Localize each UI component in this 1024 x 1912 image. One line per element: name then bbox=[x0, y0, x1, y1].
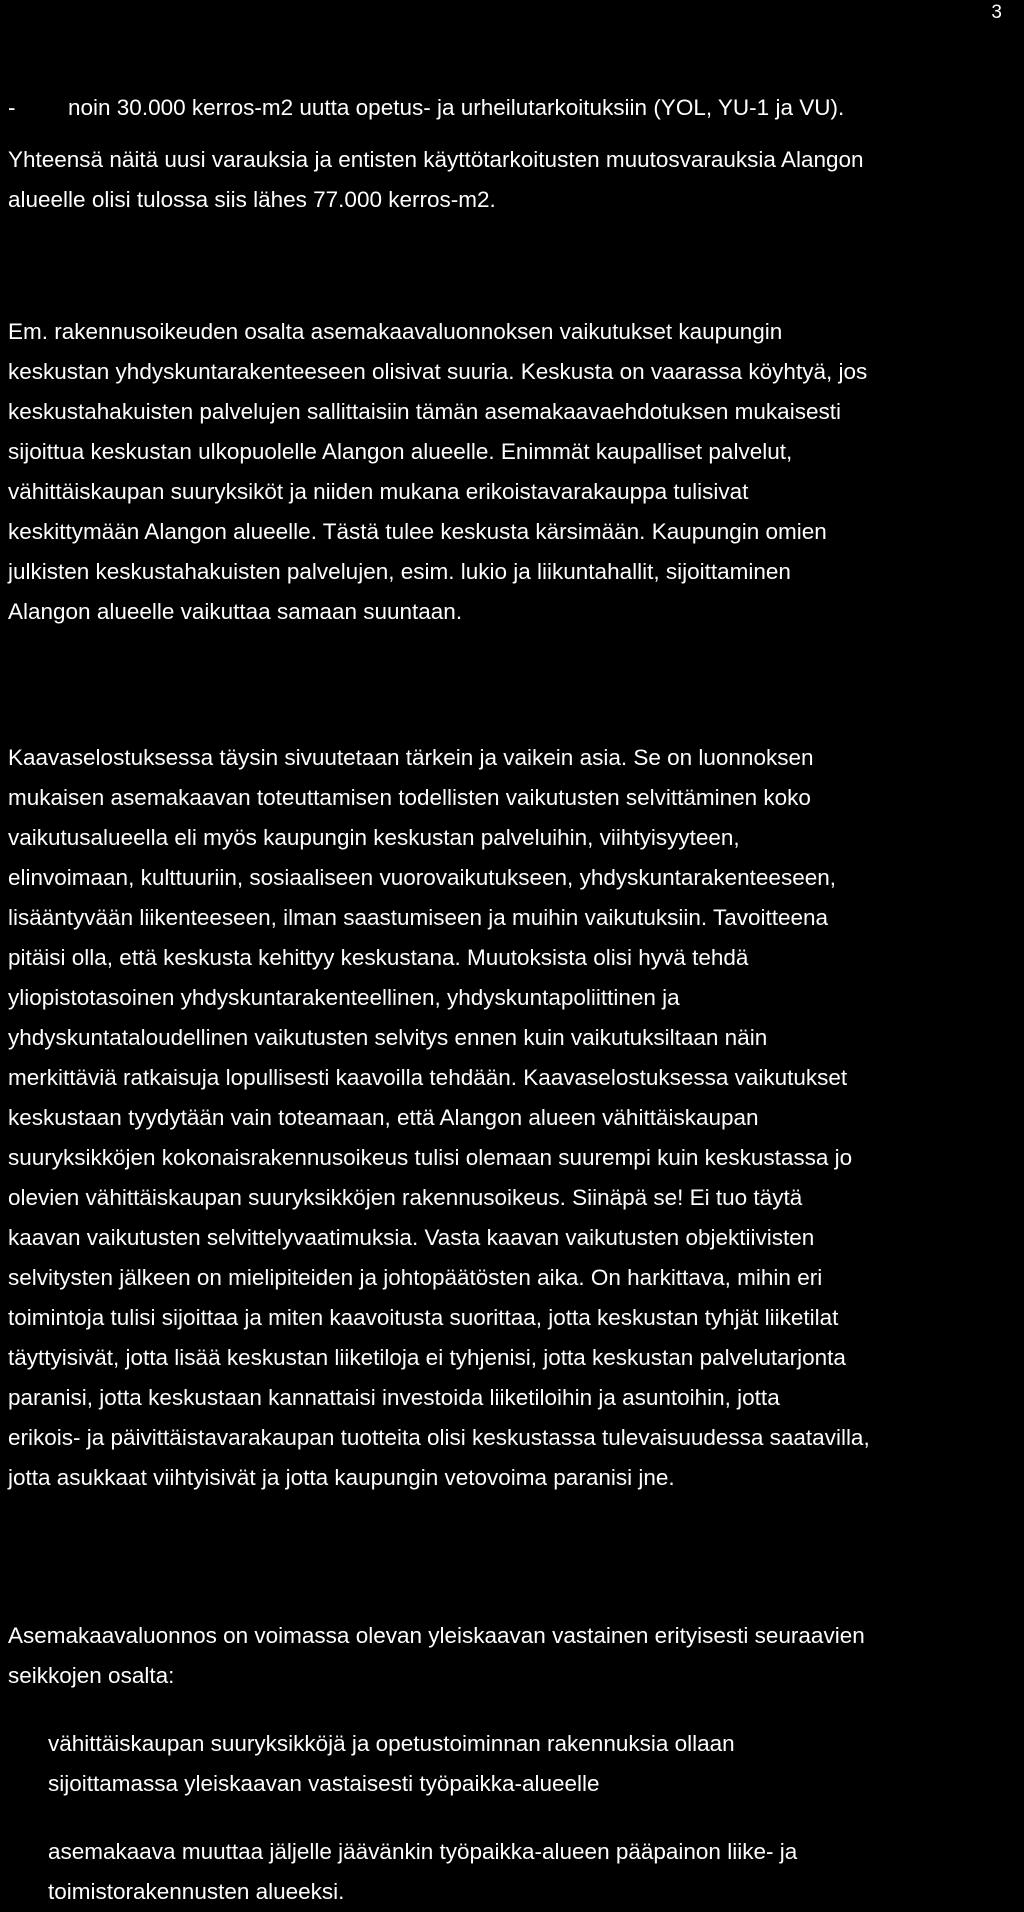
paragraph-impacts bbox=[8, 312, 1016, 632]
paragraph-line: kaavan vaikutusten selvittelyvaatimuksia. Vasta kaavan vaikutusten objektiivisten bbox=[8, 1225, 815, 1250]
paragraph-line: merkittäviä ratkaisuja lopullisesti kaavoilla tehdään. Kaavaselostuksessa vaikutukset bbox=[8, 1065, 848, 1090]
paragraph-line: Kaavaselostuksessa täysin sivuutetaan tärkein ja vaikein asia. Se on luonnoksen bbox=[8, 745, 814, 770]
paragraph-line: Em. rakennusoikeuden osalta asemakaavaluonnoksen vaikutukset kaupungin bbox=[8, 319, 783, 344]
paragraph-line: olevien vähittäiskaupan suuryksikköjen rakennusoikeus. Siinäpä se! Ei tuo täytä bbox=[8, 1185, 803, 1210]
list-item-line: sijoittamassa yleiskaavan vastaisesti työpaikka-alueelle bbox=[48, 1771, 600, 1796]
paragraph-line: yhdyskuntataloudellinen vaikutusten selvitys ennen kuin vaikutuksiltaan näin bbox=[8, 1025, 768, 1050]
paragraph-general-plan bbox=[8, 1616, 1016, 1696]
paragraph-line: alueelle olisi tulossa siis lähes 77.000 kerros-m2. bbox=[8, 187, 496, 212]
paragraph-line: keskustan yhdyskuntarakenteeseen olisivat suuria. Keskusta on vaarassa köyhtyä, jos bbox=[8, 359, 868, 384]
paragraph-line: Asemakaavaluonnos on voimassa olevan yleiskaavan vastainen erityisesti seuraavien bbox=[8, 1623, 865, 1648]
paragraph-line: julkisten keskustahakuisten palvelujen, esim. lukio ja liikuntahallit, sijoittaminen bbox=[8, 559, 791, 584]
document-body bbox=[8, 88, 1016, 1912]
paragraph-line: keskustaan tyydytään vain toteamaan, että Alangon alueen vähittäiskaupan bbox=[8, 1105, 759, 1130]
paragraph-line: suuryksikköjen kokonaisrakennusoikeus tulisi olemaan suurempi kuin keskustassa jo bbox=[8, 1145, 853, 1170]
paragraph-line: selvitysten jälkeen on mielipiteiden ja johtopäätösten aika. On harkittava, mihin eri bbox=[8, 1265, 823, 1290]
paragraph-line: keskittymään Alangon alueelle. Tästä tulee keskusta kärsimään. Kaupungin omien bbox=[8, 519, 827, 544]
paragraph-line: Alangon alueelle vaikuttaa samaan suuntaan. bbox=[8, 599, 463, 624]
paragraph-line: vaikutusalueella eli myös kaupungin keskustan palveluihin, viihtyisyyteen, bbox=[8, 825, 740, 850]
paragraph-line: mukaisen asemakaavan toteuttamisen todellisten vaikutusten selvittäminen koko bbox=[8, 785, 811, 810]
paragraph-line: erikois- ja päivittäistavarakaupan tuotteita olisi keskustassa tulevaisuudessa saatavilla, bbox=[8, 1425, 870, 1450]
list-item-line: toimistorakennusten alueeksi. bbox=[48, 1879, 345, 1904]
paragraph-line: pitäisi olla, että keskusta kehittyy keskustana. Muutoksista olisi hyvä tehdä bbox=[8, 945, 749, 970]
page-number: 3 bbox=[991, 2, 1002, 23]
list-item-line: asemakaava muuttaa jäljelle jäävänkin työpaikka-alueen pääpainon liike- ja bbox=[48, 1839, 798, 1864]
paragraph-line: seikkojen osalta: bbox=[8, 1663, 175, 1688]
bullet-text: noin 30.000 kerros-m2 uutta opetus- ja urheilutarkoituksiin (YOL, YU-1 ja VU). bbox=[68, 95, 845, 120]
paragraph-line: toimintoja tulisi sijoittaa ja miten kaavoitusta suorittaa, jotta keskustan tyhjät liiketilat bbox=[8, 1305, 839, 1330]
paragraph-plan-description bbox=[8, 738, 1016, 1498]
list-item bbox=[48, 1832, 1016, 1912]
paragraph-summary bbox=[8, 140, 1016, 220]
bullet-item bbox=[8, 88, 1016, 128]
list-item-line: vähittäiskaupan suuryksikköjä ja opetustoiminnan rakennuksia ollaan bbox=[48, 1731, 735, 1756]
paragraph-line: keskustahakuisten palvelujen sallittaisiin tämän asemakaavaehdotuksen mukaisesti bbox=[8, 399, 841, 424]
paragraph-line: elinvoimaan, kulttuuriin, sosiaaliseen vuorovaikutukseen, yhdyskuntarakenteeseen, bbox=[8, 865, 836, 890]
paragraph-line: Yhteensä näitä uusi varauksia ja entisten käyttötarkoitusten muutosvarauksia Alangon bbox=[8, 147, 864, 172]
paragraph-line: yliopistotasoinen yhdyskuntarakenteellinen, yhdyskuntapoliittinen ja bbox=[8, 985, 680, 1010]
paragraph-line: lisääntyvään liikenteeseen, ilman saastumiseen ja muihin vaikutuksiin. Tavoitteena bbox=[8, 905, 829, 930]
paragraph-line: sijoittua keskustan ulkopuolelle Alangon alueelle. Enimmät kaupalliset palvelut, bbox=[8, 439, 793, 464]
paragraph-line: vähittäiskaupan suuryksiköt ja niiden mukana erikoistavarakauppa tulisivat bbox=[8, 479, 749, 504]
paragraph-line: paranisi, jotta keskustaan kannattaisi investoida liiketiloihin ja asuntoihin, jotta bbox=[8, 1385, 780, 1410]
bullet-mark: - bbox=[8, 95, 16, 120]
list-item bbox=[48, 1724, 1016, 1804]
paragraph-line: jotta asukkaat viihtyisivät ja jotta kaupungin vetovoima paranisi jne. bbox=[8, 1465, 675, 1490]
paragraph-line: täyttyisivät, jotta lisää keskustan liiketiloja ei tyhjenisi, jotta keskustan palvelutarjonta bbox=[8, 1345, 846, 1370]
